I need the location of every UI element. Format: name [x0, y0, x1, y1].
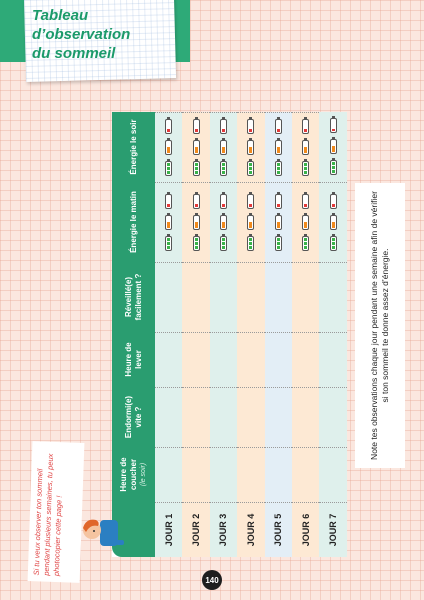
battery-mid-icon[interactable]: [330, 215, 337, 230]
wakeup-time-cell[interactable]: [182, 332, 209, 387]
battery-mid-icon[interactable]: [165, 215, 172, 230]
battery-mid-icon[interactable]: [165, 140, 172, 155]
battery-low-icon[interactable]: [165, 194, 172, 209]
instruction-note: [355, 183, 405, 468]
battery-mid-icon[interactable]: [275, 140, 282, 155]
battery-mid-icon[interactable]: [247, 215, 254, 230]
title-line-1: Tableau: [32, 7, 89, 24]
title-line-2: d’observation: [32, 26, 131, 43]
battery-low-icon[interactable]: [275, 119, 282, 134]
battery-full-icon[interactable]: [302, 161, 309, 176]
sleep-table-wrapper: [112, 112, 347, 557]
energy-evening-cell: [265, 112, 292, 182]
fell-asleep-cell[interactable]: [265, 387, 292, 447]
day-label: [265, 502, 292, 557]
battery-low-icon[interactable]: [330, 119, 337, 134]
day-label-text: JOUR 3: [218, 513, 229, 547]
battery-full-icon[interactable]: [275, 236, 282, 251]
battery-full-icon[interactable]: [275, 161, 282, 176]
energy-evening-cell: [182, 112, 209, 182]
battery-full-icon[interactable]: [165, 236, 172, 251]
battery-low-icon[interactable]: [193, 194, 200, 209]
energy-evening-cell: [210, 112, 237, 182]
battery-low-icon[interactable]: [302, 194, 309, 209]
battery-low-icon[interactable]: [220, 119, 227, 134]
tip-paper: [28, 441, 85, 583]
header-wakeup-time-label: Heure de lever: [123, 342, 143, 377]
day-label: [210, 502, 237, 557]
day-label: [182, 502, 209, 557]
battery-low-icon[interactable]: [275, 194, 282, 209]
energy-evening-cell: [155, 112, 182, 182]
fell-asleep-cell[interactable]: [319, 387, 346, 447]
battery-low-icon[interactable]: [247, 194, 254, 209]
header-bedtime-label: Heure de coucher: [118, 457, 138, 492]
header-wakeup-time: [112, 332, 155, 387]
battery-low-icon[interactable]: [165, 119, 172, 134]
battery-full-icon[interactable]: [247, 236, 254, 251]
energy-morning-cell: [237, 182, 264, 262]
wakeup-time-cell[interactable]: [210, 332, 237, 387]
woke-easily-cell[interactable]: [265, 262, 292, 332]
header-fell-asleep-label: Endormi(e) vite ?: [123, 395, 143, 439]
fell-asleep-cell[interactable]: [210, 387, 237, 447]
bedtime-cell[interactable]: [292, 447, 319, 502]
page-number: 140: [202, 570, 222, 590]
wakeup-time-cell[interactable]: [155, 332, 182, 387]
bedtime-cell[interactable]: [155, 447, 182, 502]
woke-easily-cell[interactable]: [292, 262, 319, 332]
battery-mid-icon[interactable]: [302, 140, 309, 155]
day-label: [319, 502, 346, 557]
battery-full-icon[interactable]: [330, 236, 337, 251]
instruction-text: Note tes observations chaque jour pendant une semaine afin de vérifier si ton sommeil te donne assez d’énergie.: [369, 191, 390, 460]
header-woke-easily: [112, 262, 155, 332]
energy-evening-cell: [292, 112, 319, 182]
battery-full-icon[interactable]: [220, 161, 227, 176]
battery-mid-icon[interactable]: [330, 140, 337, 155]
battery-mid-icon[interactable]: [193, 215, 200, 230]
energy-evening-cell: [237, 112, 264, 182]
bedtime-cell[interactable]: [319, 447, 346, 502]
fell-asleep-cell[interactable]: [292, 387, 319, 447]
day-label-text: JOUR 7: [328, 513, 339, 547]
energy-morning-cell: [319, 182, 346, 262]
header-bedtime-sub: (le soir): [139, 462, 147, 487]
battery-full-icon[interactable]: [193, 161, 200, 176]
battery-mid-icon[interactable]: [247, 140, 254, 155]
woke-easily-cell[interactable]: [155, 262, 182, 332]
energy-morning-cell: [210, 182, 237, 262]
header-energy-evening-label: Énergie le soir: [128, 119, 138, 175]
energy-morning-cell: [292, 182, 319, 262]
battery-mid-icon[interactable]: [275, 215, 282, 230]
battery-mid-icon[interactable]: [302, 215, 309, 230]
bedtime-cell[interactable]: [182, 447, 209, 502]
fell-asleep-cell[interactable]: [155, 387, 182, 447]
day-label: [155, 502, 182, 557]
child-illustration: [78, 510, 126, 555]
battery-low-icon[interactable]: [193, 119, 200, 134]
battery-full-icon[interactable]: [302, 236, 309, 251]
battery-full-icon[interactable]: [330, 161, 337, 176]
battery-mid-icon[interactable]: [220, 215, 227, 230]
wakeup-time-cell[interactable]: [319, 332, 346, 387]
battery-mid-icon[interactable]: [220, 140, 227, 155]
woke-easily-cell[interactable]: [319, 262, 346, 332]
bedtime-cell[interactable]: [237, 447, 264, 502]
header-energy-morning: [112, 182, 155, 262]
title-line-3: du sommeil: [32, 45, 116, 62]
header-fell-asleep: [112, 387, 155, 447]
day-label-text: JOUR 1: [163, 513, 174, 547]
page-title: [32, 6, 182, 63]
energy-morning-cell: [265, 182, 292, 262]
day-label-text: JOUR 6: [300, 513, 311, 547]
sleep-observation-table: [112, 112, 347, 557]
day-label: [292, 502, 319, 557]
wakeup-time-cell[interactable]: [292, 332, 319, 387]
header-woke-easily-label: Réveillé(e) facilement ?: [123, 273, 143, 321]
header-energy-evening: [112, 112, 155, 182]
bedtime-cell[interactable]: [210, 447, 237, 502]
battery-low-icon[interactable]: [247, 119, 254, 134]
battery-low-icon[interactable]: [330, 194, 337, 209]
fell-asleep-cell[interactable]: [182, 387, 209, 447]
day-label: [237, 502, 264, 557]
tip-text: Si tu veux observer ton sommeil pendant plusieurs semaines, tu peux photocopier cette page !: [31, 453, 64, 577]
energy-morning-cell: [155, 182, 182, 262]
battery-full-icon[interactable]: [165, 161, 172, 176]
header-energy-morning-label: Énergie le matin: [128, 191, 138, 253]
energy-evening-cell: [319, 112, 346, 182]
woke-easily-cell[interactable]: [210, 262, 237, 332]
wakeup-time-cell[interactable]: [265, 332, 292, 387]
day-label-text: JOUR 5: [273, 513, 284, 547]
energy-morning-cell: [182, 182, 209, 262]
battery-low-icon[interactable]: [220, 194, 227, 209]
fell-asleep-cell[interactable]: [237, 387, 264, 447]
day-label-text: JOUR 4: [245, 513, 256, 547]
header-bedtime: [112, 447, 155, 502]
bedtime-cell[interactable]: [265, 447, 292, 502]
battery-low-icon[interactable]: [302, 119, 309, 134]
battery-full-icon[interactable]: [247, 161, 254, 176]
wakeup-time-cell[interactable]: [237, 332, 264, 387]
battery-full-icon[interactable]: [220, 236, 227, 251]
woke-easily-cell[interactable]: [237, 262, 264, 332]
battery-mid-icon[interactable]: [193, 140, 200, 155]
woke-easily-cell[interactable]: [182, 262, 209, 332]
battery-full-icon[interactable]: [193, 236, 200, 251]
day-label-text: JOUR 2: [191, 513, 202, 547]
